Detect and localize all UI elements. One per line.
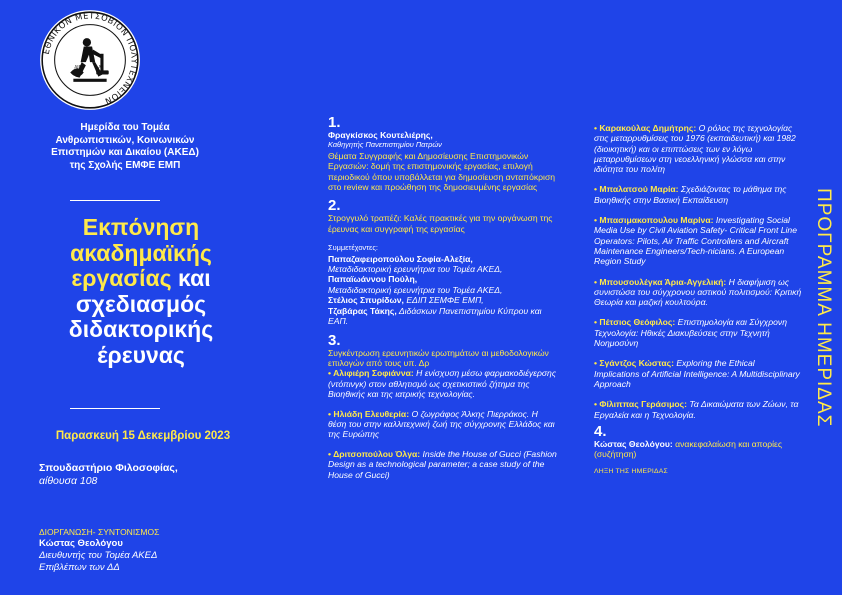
presentation	[328, 368, 558, 399]
organizer-heading	[35, 122, 215, 172]
presenter-name: • Πέτσιος Θεόφιλος:	[594, 317, 676, 328]
venue	[39, 462, 229, 488]
session-3	[328, 333, 558, 480]
ntua-seal-logo	[38, 8, 142, 112]
org-line: Επιστημών και Δικαίου (ΑΚΕΔ)	[51, 147, 199, 158]
presenter-name: • Μπαλατσού Μαρία:	[594, 184, 679, 195]
presentation-title: Η ενίσχυση μέσω φαρμακοδιέγερσης (ντόπινγκ) στον αθλητισμό ως σχετικιστικό ζήτημα της Βιοηθικής και της ιατρικής τεχνολογίας.	[328, 368, 556, 400]
participant-name: Παπαζαφειροπούλου Σοφία-Αλεξία,	[328, 253, 473, 264]
presenter-name: • Αλιφιέρη Σοφιάννα:	[328, 368, 414, 379]
program-column-2	[594, 123, 802, 478]
speaker-name: Φραγκίσκος Κουτελιέρης,	[328, 130, 433, 140]
presentation-title: Investigating Social Media Use by Civil Aviation Safety- Critical Front Line Operators: Pilots, Air Traffic Controllers and Aircraft Maintenance Engineers/Tech-nicians. A European Region Study	[594, 215, 797, 267]
venue-name: Σπουδαστήριο Φιλοσοφίας,	[39, 462, 178, 474]
participant	[328, 306, 558, 327]
presentation	[594, 184, 802, 205]
participants-label: Συμμετέχοντες:	[328, 243, 378, 253]
presentation-title: Inside the House of Gucci (Fashion Design as a technological parameter; a case study of the House of Gucci)	[328, 448, 557, 480]
participant	[328, 295, 558, 305]
presentation-title: Η διαφήμιση ως συνιστώσα του σύγχρονου αστικού πολιτισμού: Κριτική Θεωρία και μαζική κουλτούρα.	[594, 276, 802, 308]
presenter-name: • Καρακούλας Δημήτρης:	[594, 123, 697, 133]
title-line	[41, 266, 241, 292]
presentation	[594, 317, 802, 348]
presenter-name: • Μπασιμακοπουλου Μαρίνα:	[594, 215, 714, 226]
vertical-title-text: ΠΡΟΓΡΑΜΜΑ ΗΜΕΡΙΔΑΣ	[813, 187, 834, 428]
session-topic: Στρογγυλό τραπέζι: Καλές πρακτικές για την οργάνωση της έρευνας και συγγραφή της εργασίας	[328, 213, 553, 234]
session-number: 2.	[328, 197, 341, 215]
participant-name: Στέλιος Σπυρίδων,	[328, 295, 404, 306]
presenter-name: • Δριτσοπούλου Όλγα:	[328, 448, 421, 459]
presentation-title: Exploring the Ethical Implications of Artificial Intelligence: A Multidisciplinary Approach	[594, 358, 800, 389]
title-line: διδακτορικής	[68, 316, 214, 342]
org-line: της Σχολής ΕΜΦΕ ΕΜΠ	[69, 159, 181, 171]
session-number: 3.	[328, 331, 341, 349]
org-line: Ημερίδα του Τομέα	[80, 122, 170, 133]
session-4	[594, 424, 802, 460]
session-number: 1.	[328, 114, 341, 131]
presentation	[328, 449, 558, 480]
divider	[70, 200, 160, 201]
participant-role: ΕΔΙΠ ΣΕΜΦΕ ΕΜΠ,	[403, 295, 484, 306]
session-topic: ανακεφαλαίωση και απορίες (συζήτηση)	[594, 438, 783, 460]
org-line: Ανθρωπιστικών, Κοινωνικών	[55, 134, 195, 146]
participant-name: Τζαβάρας Τάκης,	[328, 305, 397, 316]
participant-role: Μεταδιδακτορική ερευνήτρια του Τομέα ΑΚΕΔ,	[328, 264, 503, 275]
event-title	[41, 215, 241, 368]
coordination	[39, 526, 239, 574]
program-column-1	[328, 115, 558, 489]
presentation-title: Σχεδιάζοντας το μάθημα της Βιοηθικής στην Βασική Εκπαίδευση	[594, 184, 787, 205]
title-line: έρευνας	[97, 341, 185, 368]
presentation	[594, 123, 802, 174]
svg-text:ΕΘΝΙΚΟΝ ΜΕΤΣΟΒΙΟΝ ΠΟΛΥΤΕΧΝΕΙΟΝ: ΕΘΝΙΚΟΝ ΜΕΤΣΟΒΙΟΝ ΠΟΛΥΤΕΧΝΕΙΟΝ	[40, 10, 140, 107]
presentation	[594, 358, 802, 389]
participant-role: Μεταδιδακτορική ερευνήτρια του Τομέα ΑΚΕΔ,	[328, 284, 503, 295]
event-date: Παρασκευή 15 Δεκεμβρίου 2023	[55, 430, 231, 442]
presentation	[594, 277, 802, 308]
speaker-affiliation: Καθηγητής Πανεπιστημίου Πατρών	[328, 140, 442, 150]
session-4-content	[594, 439, 802, 460]
title-word: και	[171, 265, 211, 291]
title-line: ακαδημαϊκής	[70, 239, 212, 266]
left-column	[28, 0, 278, 595]
presentation	[594, 215, 802, 266]
presenter-name: • Φίλιππας Γεράσιμος:	[594, 399, 688, 410]
presentation	[594, 399, 802, 420]
presentation	[328, 409, 558, 440]
title-line: σχεδιασμός	[75, 290, 207, 317]
coordinator-role: Επιβλέπων των ΔΔ	[39, 562, 120, 573]
coordinator-name: Κώστας Θεολόγου	[39, 538, 123, 549]
session-1	[328, 115, 558, 192]
participant-role: Διδάσκων Πανεπιστημίου Κύπρου και ΕΑΠ.	[328, 305, 542, 327]
presenter-name: • Σγάντζος Κώστας:	[594, 358, 674, 369]
presentation-title: Τα Δικαιώματα των Ζώων, τα Εργαλεία και η Τεχνολογία.	[594, 399, 799, 420]
session-topic: Συγκέντρωση ερευνητικών ερωτημάτων αι μεθοδολογικών επιλογών από τους υπ. Δρ	[328, 347, 549, 368]
title-word: εργασίας	[71, 265, 172, 291]
presenter-name: • Μπουσουλέγκα Άρια-Αγγελική:	[594, 276, 727, 287]
coordinator-role: Διευθυντής του Τομέα ΑΚΕΔ	[39, 550, 158, 561]
presenter-name: • Ηλιάδη Ελευθερία:	[328, 408, 410, 419]
session-topic: Θέματα Συγγραφής και Δημοσίευσης Επιστημονικών Εργασιών: δομή της επιστημονικής εργασίας, επιλογή περιοδικού όπου υποβάλλεται για δημοσίευση ανταπόκριση στο review και προώθηση της δημοσιευμένης εργασίας	[328, 150, 556, 193]
divider	[70, 408, 160, 409]
end-of-event: ΛΗΞΗ ΤΗΣ ΗΜΕΡΙΔΑΣ	[594, 468, 668, 476]
program-vertical-title	[804, 20, 842, 595]
presentation-title: Επιστημολογία και Σύγχρονη Τεχνολογία: Ηθικές Διακυβεύσεις στην Τεχνητή Νοημοσύνη	[594, 317, 787, 349]
title-line: Εκπόνηση	[82, 214, 200, 240]
speaker-name: Κώστας Θεολόγου:	[594, 438, 673, 449]
participant-name: Παπαϊωάννου Πούλη,	[328, 274, 418, 285]
presentation-title: Ο ζωγράφος Άλκης Πιερράκος. Η θέση του στην καλλιτεχνική ζωή της σύγχρονης Ελλάδος και της Ευρώπης	[328, 408, 555, 440]
coordination-label: ΔΙΟΡΓΑΝΩΣΗ- ΣΥΝΤΟΝΙΣΜΟΣ	[39, 527, 160, 537]
session-2	[328, 198, 558, 326]
svg-text:ΑΙΕΝ: ΑΙΕΝ	[74, 64, 85, 70]
svg-text:ΑΡ: ΑΡ	[98, 64, 104, 70]
presentation-title: Ο ρόλος της τεχνολογίας στις μεταρρυθμίσεις του 1976 (εκπαιδευτική) και 1982 (διοικητική) και οι επιπτώσεις των εν λόγω μεταρρυθμίσεων στη νεοελληνική γλώσσα και στην ιδιότητα του πολίτη	[594, 123, 796, 175]
session-number: 4.	[594, 422, 607, 440]
venue-room: αίθουσα 108	[39, 475, 98, 487]
